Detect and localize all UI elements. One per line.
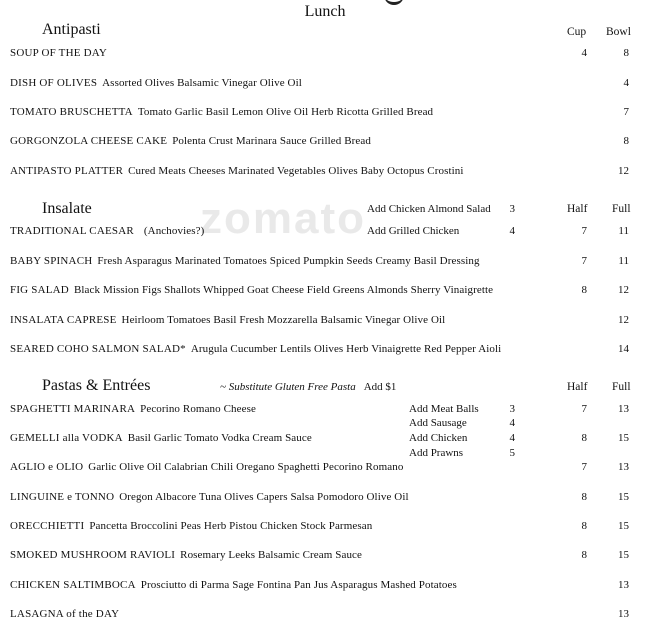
item-name: AGLIO e OLIO: [10, 461, 84, 473]
item-name: SOUP OF THE DAY: [10, 47, 108, 59]
item-description: Black Mission Figs Shallots Whipped Goat Cheese Field Greens Almonds Sherry Vinaigrette: [73, 284, 494, 296]
item-description: Rosemary Leeks Balsamic Cream Sauce: [180, 549, 363, 561]
item-description: Cured Meats Cheeses Marinated Vegetables Olives Baby Octopus Crostini: [128, 165, 464, 177]
section-heading-pastas: Pastas & Entrées: [42, 377, 151, 394]
menu-item: [10, 343, 501, 355]
item-name: TRADITIONAL CAESAR: [10, 225, 134, 237]
price-half: 7: [581, 225, 587, 237]
price-full: 12: [618, 284, 629, 296]
column-header-bowl: Bowl: [606, 26, 631, 38]
menu-item: [10, 225, 204, 237]
menu-item: [10, 135, 371, 147]
addon-label: Add Sausage: [409, 417, 467, 429]
menu-item: [10, 520, 372, 532]
item-name: GORGONZOLA CHEESE CAKE: [10, 135, 168, 147]
item-name: BABY SPINACH: [10, 255, 93, 267]
item-name: SPAGHETTI MARINARA: [10, 403, 136, 415]
item-description: Tomato Garlic Basil Lemon Olive Oil Herb Ricotta Grilled Bread: [137, 106, 434, 118]
price-full: 12: [618, 314, 629, 326]
menu-item: [10, 314, 445, 326]
menu-item: [10, 255, 480, 267]
item-name: GEMELLI alla VODKA: [10, 432, 123, 444]
price-full: 14: [618, 343, 629, 355]
addon-price: 5: [509, 447, 515, 459]
addon-price: 4: [509, 417, 515, 429]
price-half: 8: [581, 284, 587, 296]
column-header-half: Half: [567, 381, 588, 393]
addon-label: Add Prawns: [409, 447, 464, 459]
price-half: 7: [581, 461, 587, 473]
item-name: INSALATA CAPRESE: [10, 314, 117, 326]
item-description: Heirloom Tomatoes Basil Fresh Mozzarella Balsamic Vinegar Olive Oil: [121, 314, 446, 326]
addon-price: 4: [509, 432, 515, 444]
price-full: 11: [618, 225, 629, 237]
menu-item: [10, 284, 493, 296]
column-header-full: Full: [612, 381, 631, 393]
gluten-free-note: [220, 381, 396, 393]
menu-item: [10, 579, 457, 591]
price-half: 7: [581, 255, 587, 267]
item-name: LINGUINE e TONNO: [10, 491, 115, 503]
price-full: 11: [618, 255, 629, 267]
addon-price: 3: [509, 403, 515, 415]
price-full: 13: [618, 403, 629, 415]
menu-item: [10, 461, 403, 473]
menu-title: Lunch: [304, 3, 346, 20]
addon-label: Add Grilled Chicken: [367, 225, 460, 237]
price-bowl: 4: [623, 77, 629, 89]
menu-item: [10, 549, 362, 561]
item-name: SEARED COHO SALMON SALAD*: [10, 343, 186, 355]
price-full: 13: [618, 608, 629, 620]
item-description: Arugula Cucumber Lentils Olives Herb Vinaigrette Red Pepper Aioli: [190, 343, 502, 355]
price-half: 7: [581, 403, 587, 415]
section-heading-antipasti: Antipasti: [42, 21, 101, 38]
price-cup: 4: [581, 47, 587, 59]
menu-item: [10, 165, 464, 177]
addon-label: Add Meat Balls: [409, 403, 479, 415]
menu-item: [10, 432, 312, 444]
gluten-free-note-price: Add $1: [363, 381, 397, 393]
addon-label: Add Chicken: [409, 432, 468, 444]
price-half: 8: [581, 549, 587, 561]
menu-item: [10, 106, 433, 118]
column-header-cup: Cup: [567, 26, 587, 38]
price-full: 15: [618, 520, 629, 532]
item-description: Fresh Asparagus Marinated Tomatoes Spiced Pumpkin Seeds Creamy Basil Dressing: [97, 255, 480, 267]
item-name: LASAGNA of the DAY: [10, 608, 120, 620]
menu-item: [10, 608, 119, 620]
section-heading-insalate: Insalate: [42, 200, 92, 217]
addon-label: Add Chicken Almond Salad: [367, 203, 491, 215]
item-name: CHICKEN SALTIMBOCA: [10, 579, 136, 591]
item-description: Pancetta Broccolini Peas Herb Pistou Chicken Stock Parmesan: [89, 520, 373, 532]
column-header-half: Half: [567, 203, 588, 215]
menu-item: [10, 491, 409, 503]
item-description: Oregon Albacore Tuna Olives Capers Salsa Pomodoro Olive Oil: [119, 491, 409, 503]
column-header-full: Full: [612, 203, 631, 215]
price-half: 8: [581, 432, 587, 444]
price-bowl: 8: [623, 135, 629, 147]
price-full: 15: [618, 491, 629, 503]
item-description: Assorted Olives Balsamic Vinegar Olive Oil: [102, 77, 302, 89]
addon-price: 3: [509, 203, 515, 215]
menu-item: [10, 47, 112, 59]
watermark: zomato: [200, 194, 366, 243]
menu-item: [10, 403, 256, 415]
item-description: Pecorino Romano Cheese: [140, 403, 256, 415]
item-name: ORECCHIETTI: [10, 520, 85, 532]
item-name: DISH OF OLIVES: [10, 77, 98, 89]
item-description: (Anchovies?): [143, 225, 205, 237]
price-half: 8: [581, 491, 587, 503]
item-description: Garlic Olive Oil Calabrian Chili Oregano Spaghetti Pecorino Romano: [88, 461, 404, 473]
price-full: 13: [618, 579, 629, 591]
addon-price: 4: [509, 225, 515, 237]
item-description: Prosciutto di Parma Sage Fontina Pan Jus Asparagus Mashed Potatoes: [140, 579, 457, 591]
item-name: FIG SALAD: [10, 284, 69, 296]
price-full: 13: [618, 461, 629, 473]
price-bowl: 12: [618, 165, 629, 177]
price-bowl: 7: [623, 106, 629, 118]
price-full: 15: [618, 549, 629, 561]
item-name: TOMATO BRUSCHETTA: [10, 106, 133, 118]
item-name: SMOKED MUSHROOM RAVIOLI: [10, 549, 176, 561]
item-description: Basil Garlic Tomato Vodka Cream Sauce: [127, 432, 312, 444]
item-description: Polenta Crust Marinara Sauce Grilled Bread: [172, 135, 371, 147]
price-half: 8: [581, 520, 587, 532]
gluten-free-note-text: ~ Substitute Gluten Free Pasta: [220, 381, 356, 393]
price-bowl: 8: [623, 47, 629, 59]
menu-item: [10, 77, 302, 89]
item-name: ANTIPASTO PLATTER: [10, 165, 124, 177]
price-full: 15: [618, 432, 629, 444]
